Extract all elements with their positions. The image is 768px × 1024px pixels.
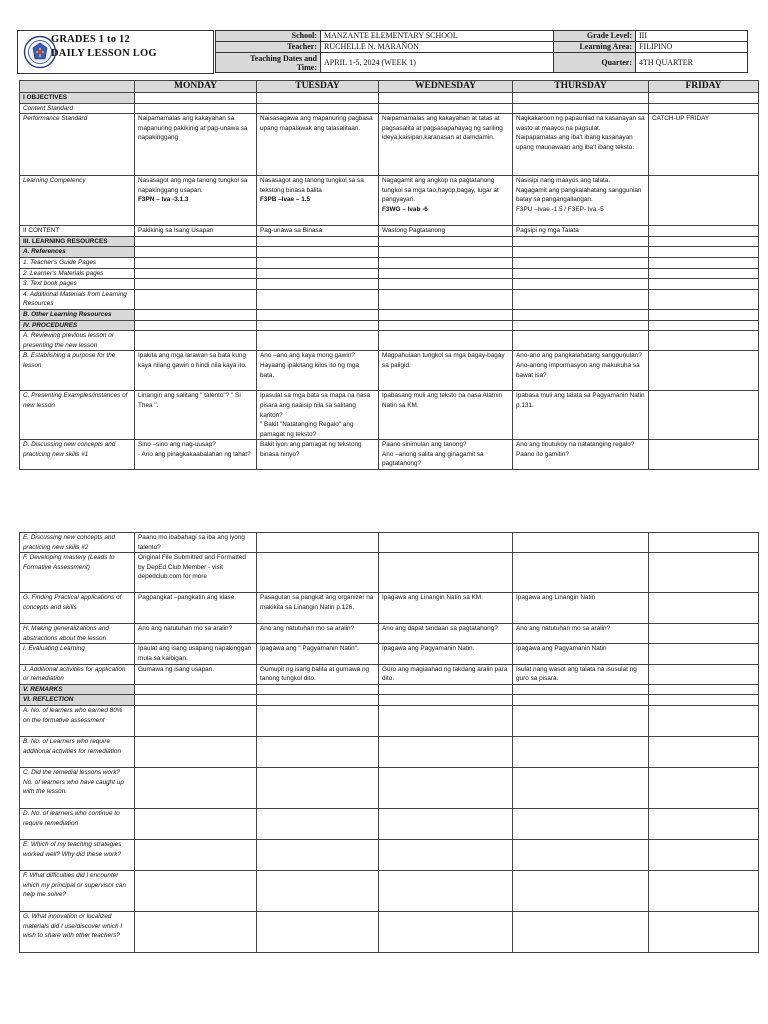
row-label-proc-g: G. Finding Practical applications of concepts and skills xyxy=(20,593,135,624)
proc-g-wednesday: Ipagawa ang Linangin Natin sa KM. xyxy=(379,593,513,624)
header-info-table xyxy=(215,30,748,73)
school-label: School: xyxy=(216,31,321,42)
form-title-dll: DAILY LESSON LOG xyxy=(51,48,157,59)
row-label-reflection-b: B. No. of Learners who require additional activities for remediation xyxy=(20,736,135,767)
section-references: A. References xyxy=(20,247,135,258)
row-label-proc-h: H. Making generalizations and abstractions about the lesson xyxy=(20,624,135,644)
corner-cell xyxy=(20,81,135,93)
teaching-dates-label-line2: Time: xyxy=(296,62,317,72)
form-title-grades: GRADES 1 to 12 xyxy=(51,34,130,45)
section-procedures: IV. PROCEDURES xyxy=(20,320,135,331)
row-label-textbook-pages: 3. Text book pages xyxy=(20,279,135,290)
row-label-performance-standard: Performance Standard xyxy=(20,114,135,176)
performance-standard-monday: Naipamamalas ang kakayahan sa mapanuring pakikinig at pag-unawa sa napakinggang xyxy=(135,114,257,176)
row-label-lm-pages: 2. Learner's Materials pages xyxy=(20,268,135,279)
row-label-reflection-e: E. Which of my teaching strategies worked well? Why did these work? xyxy=(20,839,135,870)
row-label-reflection-c: C. Did the remedial lessons work? No. of learners who have caught up with the lesson. xyxy=(20,767,135,808)
row-label-proc-e: E. Discussing new concepts and practicing new skills #2 xyxy=(20,533,135,553)
performance-standard-tuesday: Naisasagawa ang mapanuring pagbasa upang mapalawak ang talasalitaan. xyxy=(257,114,379,176)
day-header-monday: MONDAY xyxy=(135,81,257,93)
row-label-content-standard: Content Standard xyxy=(20,103,135,114)
row-label-additional-materials: 4. Additional Materials from Learning Resources xyxy=(20,289,135,309)
teacher-value: RUCHELLE N. MARAÑON xyxy=(321,42,554,53)
row-label-proc-b: B. Establishing a purpose for the lesson xyxy=(20,351,135,391)
competency-text: Nasasagot ang tanong tungkol sa sa tekstong binasa balita xyxy=(260,177,364,194)
teaching-dates-value: APRIL 1-5, 2024 (WEEK 1) xyxy=(321,53,554,73)
content-wednesday: Wastong Pagtatanong xyxy=(379,226,513,237)
day-header-tuesday: TUESDAY xyxy=(257,81,379,93)
proc-d-thursday: Ano ang tinutukoy na natatanging regalo? Paano ito gamitin? xyxy=(513,440,649,470)
learning-competency-monday xyxy=(135,176,257,226)
teaching-dates-label-line1: Teaching Dates and xyxy=(250,53,317,63)
learning-area-label: Learning Area: xyxy=(554,42,636,53)
competency-text: Nasasagot ang mga tanong tungkol sa napakinggang usapan. xyxy=(138,177,248,194)
school-value: MANZANTE ELEMENTARY SCHOOL xyxy=(321,31,554,42)
quarter-label: Quarter: xyxy=(554,53,636,73)
learning-competency-wednesday xyxy=(379,176,513,226)
content-monday: Pakikinig sa Isang Usapan xyxy=(135,226,257,237)
content-tuesday: Pag-unawa sa Binasa xyxy=(257,226,379,237)
proc-c-thursday: Ipabasa muli ang talata sa Pagyamanin Natin p.131. xyxy=(513,391,649,440)
row-label-proc-i: I. Evaluating Learning xyxy=(20,644,135,664)
lesson-log-table-page2 xyxy=(19,532,759,953)
row-label-reflection-a: A. No. of learners who earned 80% on the formative assessment xyxy=(20,705,135,736)
grade-level-value: III xyxy=(636,31,748,42)
row-label-learning-competency: Learning Competency xyxy=(20,176,135,226)
proc-g-monday: Pagpangkat –pangkatin ang klase. xyxy=(135,593,257,624)
row-label-reflection-d: D. No. of learners who continue to require remediation xyxy=(20,808,135,839)
competency-text: Nagagamit ang angkop na pagtatanong tungkol sa mga tao,hayop,bagay, lugar at pangyayari. xyxy=(382,177,499,204)
row-label-reflection-f: F. What difficulties did I encounter which my principal or supervisor can help me solve? xyxy=(20,870,135,911)
lesson-log-table-page1 xyxy=(19,80,759,470)
proc-d-wednesday: Paano sinimulan ang tanong? Ano –anong salita ang ginagamit sa pagtatanong? xyxy=(379,440,513,470)
row-label-proc-c: C. Presenting Examples/instances of new lesson xyxy=(20,391,135,440)
proc-j-thursday: Isulat nang wasot ang talata na isusulat ng guro sa pisara. xyxy=(513,664,649,684)
proc-h-tuesday: Ano ang natutuhan mo sa aralin? xyxy=(257,624,379,644)
proc-i-wednesday: Ipagawa ang Pagyamanin Natin. xyxy=(379,644,513,664)
proc-b-monday: Ipakita ang mga larawan sa bata kung kaya nilang gawin o hindi nila kaya ito. xyxy=(135,351,257,391)
learning-competency-thursday: Nasisipi nang maayos ang talata. Nagagamit ang pangkalahatang sanggunian batay sa pangangailangan. F3PU –Ivae -1.5 / F3EP- Iva -5 xyxy=(513,176,649,226)
proc-e-monday: Paano mo ibabahagi sa iba ang iyong talento? xyxy=(135,533,257,553)
teacher-label: Teacher: xyxy=(216,42,321,53)
proc-b-wednesday: Magpahulaan tungkol sa mga bagay-bagay sa paligid. xyxy=(379,351,513,391)
proc-c-tuesday: Ipasulat sa mga bata sa mapa na nasa pisara ang naaisip nila sa salitang kariton? " Bakit "Natatanging Regalo" ang pamagat ng teksto? xyxy=(257,391,379,440)
row-label-content: II CONTENT xyxy=(20,226,135,237)
day-header-thursday: THURSDAY xyxy=(513,81,649,93)
day-header-friday: FRIDAY xyxy=(649,81,759,93)
proc-g-thursday: Ipagawa ang Linangin Natin xyxy=(513,593,649,624)
performance-standard-wednesday: Naipamamalas ang kakayahan at tatas at pagsasalita at pagsasapahayag ng sariling ideya,kaisipan,karanasan at damdamin. xyxy=(379,114,513,176)
performance-standard-thursday: Nagkakaroon ng papaunlad na kasanayan sa wasto at maayos na pagsulat. Naipapamalas ang iba't ibang kasanayan upang maunawaan ang iba't ibang teksto. xyxy=(513,114,649,176)
proc-j-monday: Gumawa ng isang usapan. xyxy=(135,664,257,684)
competency-code: F3WG – Ivab -6 xyxy=(382,205,428,213)
row-label-proc-f: F. Developing mastery (Leads to Formative Assessment) xyxy=(20,553,135,593)
proc-d-tuesday: Bakit iyon ang pamagat ng tekstong binasa ninyo? xyxy=(257,440,379,470)
proc-c-monday: Linangin ang salitang " talento"? " Si Thea ". xyxy=(135,391,257,440)
competency-code: F3PB –Ivae – 1.5 xyxy=(260,196,311,204)
performance-standard-friday: CATCH-UP FRIDAY xyxy=(649,114,759,176)
section-remarks: V. REMARKS xyxy=(20,684,135,695)
title-box xyxy=(17,30,214,74)
section-reflection: VI. REFLECTION xyxy=(20,695,135,706)
proc-i-monday: Ipaulat ang isang usapang napakinggan mula sa kaibigan. xyxy=(135,644,257,664)
section-other-resources: B. Other Learning Resources xyxy=(20,309,135,320)
proc-i-thursday: Ipagawa ang Pagyamanin Natin xyxy=(513,644,649,664)
proc-b-thursday: Ano-ano ang pangkalahatang sanggunulan? Ano-anong impormasyon ang makukuha sa bawat isa? xyxy=(513,351,649,391)
proc-h-wednesday: Ano ang dapat tandaan sa pagtatanong? xyxy=(379,624,513,644)
proc-d-monday: Sino –sino ang nag-uusap? - Ano ang pinagkakaabalahan ng lahat? xyxy=(135,440,257,470)
learning-area-value: FILIPINO xyxy=(636,42,748,53)
section-learning-resources: III. LEARNING RESOURCES xyxy=(20,236,135,247)
document-header xyxy=(17,30,765,74)
row-label-proc-a: A. Reviewing previous lesson or presenting the new lesson xyxy=(20,331,135,351)
proc-c-wednesday: Ipabasang muli ang teksto na nasa Alamin Natin sa KM. xyxy=(379,391,513,440)
grade-level-label: Grade Level: xyxy=(554,31,636,42)
proc-h-monday: Ano ang natutuhan mo sa aralin? xyxy=(135,624,257,644)
proc-j-tuesday: Gumupit ng isang balita at gumawa ng tanong tungkol dito. xyxy=(257,664,379,684)
proc-i-tuesday: Ipagawa ang " Pagyamanin Natin". xyxy=(257,644,379,664)
learning-competency-tuesday xyxy=(257,176,379,226)
teaching-dates-label xyxy=(216,53,321,73)
row-label-tg-pages: 1. Teacher's Guide Pages xyxy=(20,257,135,268)
row-label-proc-d: D. Discussing new concepts and practicing new skills #1 xyxy=(20,440,135,470)
content-thursday: Pagsipi ng mga Talata xyxy=(513,226,649,237)
proc-h-thursday: Ano ang natutuhan mo sa aralin? xyxy=(513,624,649,644)
day-header-wednesday: WEDNESDAY xyxy=(379,81,513,93)
row-label-reflection-g: G. What innovation or localized materials did I use/discover which I wish to share with other teachers? xyxy=(20,911,135,952)
proc-g-tuesday: Pasagutan sa pangkat ang organizer na makikita sa Linangin Natin p.126. xyxy=(257,593,379,624)
quarter-value: 4TH QUARTER xyxy=(636,53,748,73)
competency-code: F3PN – Iva -3.1.3 xyxy=(138,196,189,204)
proc-j-wednesday: Guro ang magiaahad ng takdang aralin para dito. xyxy=(379,664,513,684)
proc-f-monday: Original File Submitted and Formatted by DepEd Club Member - visit depedclub.com for more xyxy=(135,553,257,593)
proc-b-tuesday: Ano –ano ang kaya mong gawin? Hayaang ipakitang kilos ito ng mga bata. xyxy=(257,351,379,391)
row-label-proc-j: J. Additional activities for application or remediation xyxy=(20,664,135,684)
section-objectives: I OBJECTIVES xyxy=(20,93,135,104)
